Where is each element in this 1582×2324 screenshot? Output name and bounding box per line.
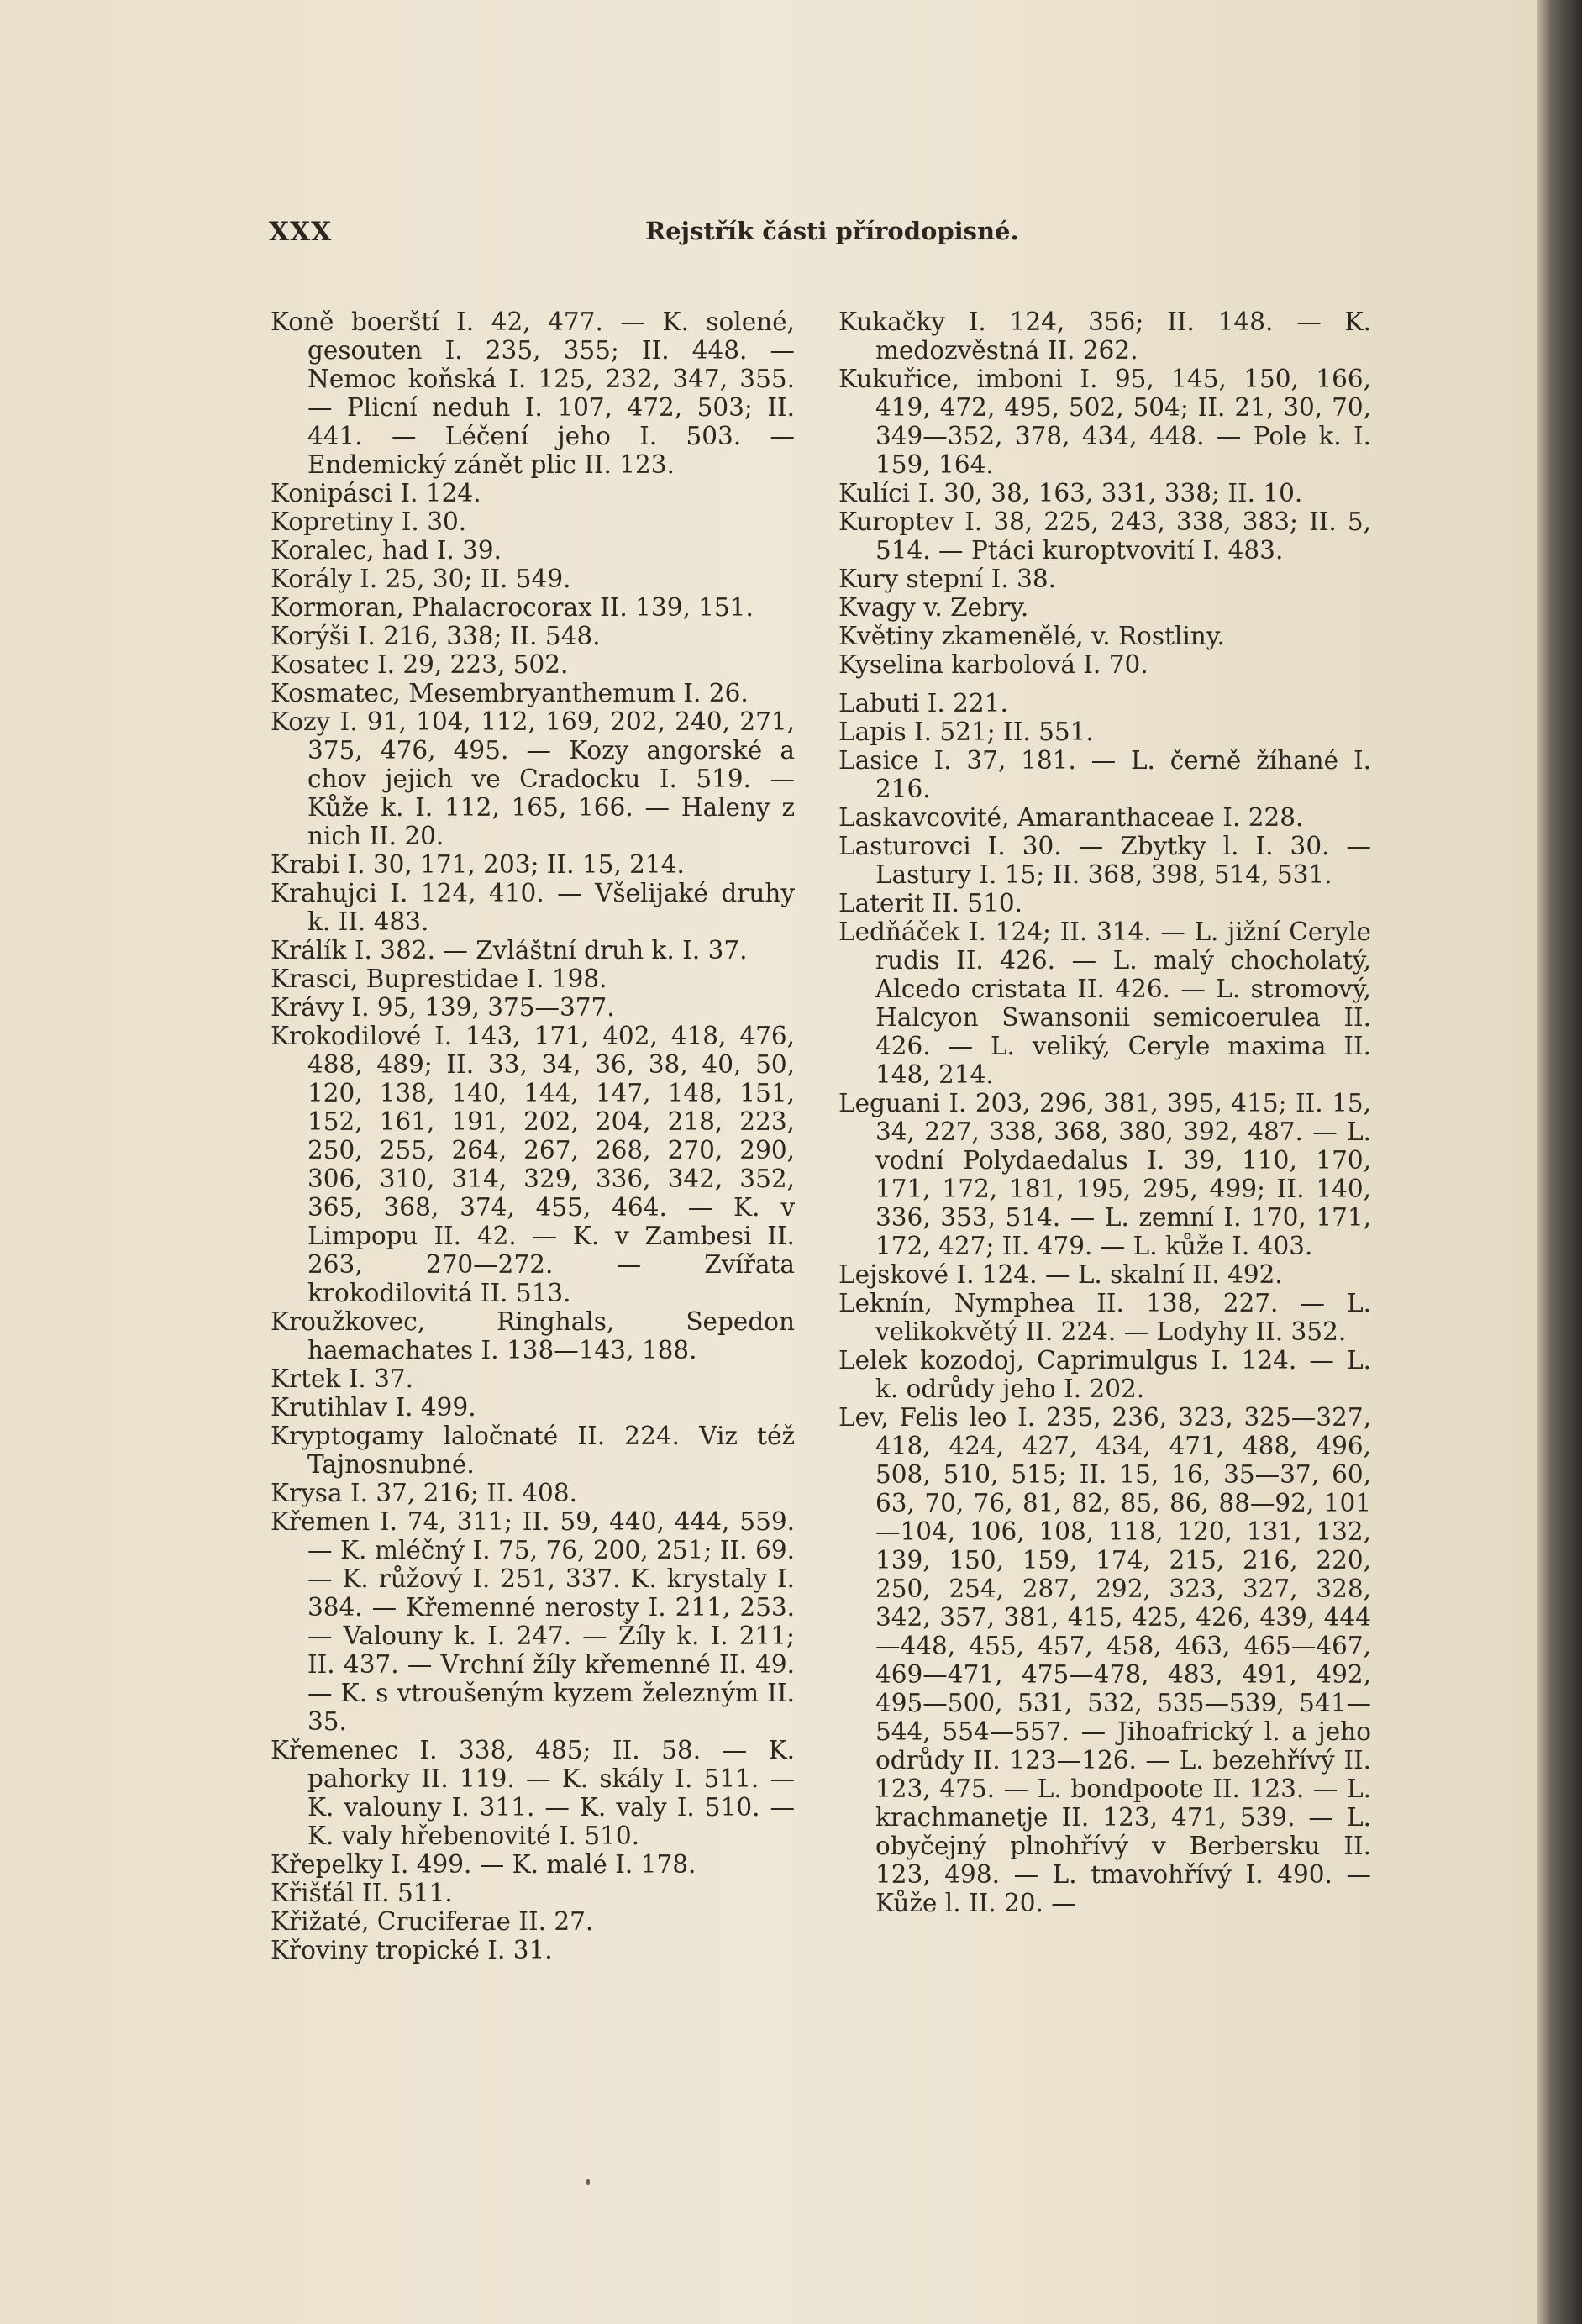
index-entry: Lapis I. 521; II. 551. — [838, 718, 1094, 746]
index-entry: Korýši I. 216, 338; II. 548. — [271, 622, 601, 650]
index-entry: Kryptogamy laločnaté II. 224. Viz též Tajnosnubné. — [271, 1422, 795, 1479]
running-title: Rejstřík části přírodopisné. — [645, 217, 1019, 245]
index-entry: Lasturovci I. 30. — Zbytky l. I. 30. — Lastury I. 15; II. 368, 398, 514, 531. — [838, 832, 1371, 889]
index-entry: Kopretiny I. 30. — [271, 507, 467, 536]
index-entry: Korály I. 25, 30; II. 549. — [271, 565, 571, 593]
index-entry: Krahujci I. 124, 410. — Všelijaké druhy k. II. 483. — [271, 879, 795, 936]
running-head — [269, 217, 1537, 250]
index-entry: Ledňáček I. 124; II. 314. — L. jižní Ceryle rudis II. 426. — L. malý chocholatý, Alcedo cristata II. 426. — L. stromový, Halcyon Swansonii semicoerulea II. 426. — L. veliký, Ceryle maxima II. 148, 214. — [838, 918, 1371, 1089]
index-entry: Koně boerští I. 42, 477. — K. solené, gesouten I. 235, 355; II. 448. — Nemoc koňská I. 125, 232, 347, 355. — Plicní neduh I. 107, 472, 503; II. 441. — Léčení jeho I. 503. — Endemický zánět plic II. 123. — [271, 308, 795, 479]
index-entry: Kozy I. 91, 104, 112, 169, 202, 240, 271, 375, 476, 495. — Kozy angorské a chov jejich ve Cradocku I. 519. — Kůže k. I. 112, 165, 166. — Haleny z nich II. 20. — [271, 707, 795, 850]
index-entry: Křišťál II. 511. — [271, 1879, 453, 1907]
index-entry: Křemenec I. 338, 485; II. 58. — K. pahorky II. 119. — K. skály I. 511. — K. valouny I. 311. — K. valy I. 510. — K. valy hřebenovité I. 510. — [271, 1736, 795, 1850]
index-entry: Krutihlav I. 499. — [271, 1393, 476, 1422]
index-entry: Krávy I. 95, 139, 375—377. — [271, 993, 615, 1022]
index-entry: Laskavcovité, Amaranthaceae I. 228. — [838, 803, 1304, 832]
index-entry: Kyselina karbolová I. 70. — [838, 650, 1148, 679]
index-entry: Laterit II. 510. — [838, 889, 1023, 918]
index-entry: Kosatec I. 29, 223, 502. — [271, 650, 569, 679]
index-entry: Konipásci I. 124. — [271, 479, 481, 507]
index-entry: Krtek I. 37. — [271, 1364, 414, 1393]
index-entry: Květiny zkamenělé, v. Rostliny. — [838, 622, 1225, 650]
index-entry: Lelek kozodoj, Caprimulgus I. 124. — L. k. odrůdy jeho I. 202. — [838, 1346, 1371, 1403]
index-entry: Kuroptev I. 38, 225, 243, 338, 383; II. 5, 514. — Ptáci kuroptvovití I. 483. — [838, 507, 1371, 565]
index-column-left — [271, 308, 795, 1964]
index-entry: Lejskové I. 124. — L. skalní II. 492. — [838, 1260, 1283, 1289]
page-number: XXX — [269, 217, 333, 247]
index-entry: Křižaté, Cruciferae II. 27. — [271, 1907, 594, 1936]
index-entry: Křoviny tropické I. 31. — [271, 1936, 553, 1964]
index-column-right — [838, 308, 1371, 1917]
index-entry: Křepelky I. 499. — K. malé I. 178. — [271, 1850, 696, 1879]
index-entry: Kosmatec, Mesembryanthemum I. 26. — [271, 679, 749, 707]
page-edge-shadow — [1537, 0, 1582, 2324]
index-entry: Krokodilové I. 143, 171, 402, 418, 476, 488, 489; II. 33, 34, 36, 38, 40, 50, 120, 138, 140, 144, 147, 148, 151, 152, 161, 191, 202, 204, 218, 223, 250, 255, 264, 267, 268, 270, 290, 306, 310, 314, 329, 336, 342, 352, 365, 368, 374, 455, 464. — K. v Limpopu II. 42. — K. v Zambesi II. 263, 270—272. — Zvířata krokodilovitá II. 513. — [271, 1022, 795, 1307]
index-entry: Krasci, Buprestidae I. 198. — [271, 965, 607, 993]
index-entry: Kormoran, Phalacrocorax II. 139, 151. — [271, 593, 754, 622]
index-entry: Krabi I. 30, 171, 203; II. 15, 214. — [271, 850, 685, 879]
index-entry: Kukačky I. 124, 356; II. 148. — K. medozvěstná II. 262. — [838, 308, 1371, 365]
index-entry: Leknín, Nymphea II. 138, 227. — L. velikokvětý II. 224. — Lodyhy II. 352. — [838, 1289, 1371, 1346]
index-entry: Kukuřice, imboni I. 95, 145, 150, 166, 419, 472, 495, 502, 504; II. 21, 30, 70, 349—352, 378, 434, 448. — Pole k. I. 159, 164. — [838, 365, 1371, 479]
index-entry: Koralec, had I. 39. — [271, 536, 502, 565]
index-entry: Kulíci I. 30, 38, 163, 331, 338; II. 10. — [838, 479, 1303, 507]
index-entry: Krysa I. 37, 216; II. 408. — [271, 1479, 577, 1507]
index-entry: Labuti I. 221. — [838, 689, 1008, 718]
ink-speck — [586, 2179, 590, 2185]
index-entry: Kury stepní I. 38. — [838, 565, 1057, 593]
index-entry: Kroužkovec, Ringhals, Sepedon haemachates I. 138—143, 188. — [271, 1307, 795, 1364]
index-entry: Křemen I. 74, 311; II. 59, 440, 444, 559. — K. mléčný I. 75, 76, 200, 251; II. 69. — K. růžový I. 251, 337. K. krystaly I. 384. — Křemenné nerosty I. 211, 253. — Valouny k. I. 247. — Žíly k. I. 211; II. 437. — Vrchní žíly křemenné II. 49. — K. s vtroušeným kyzem železným II. 35. — [271, 1507, 795, 1736]
index-entry: Leguani I. 203, 296, 381, 395, 415; II. 15, 34, 227, 338, 368, 380, 392, 487. — L. vodní Polydaedalus I. 39, 110, 170, 171, 172, 181, 195, 295, 499; II. 140, 336, 353, 514. — L. zemní I. 170, 171, 172, 427; II. 479. — L. kůže I. 403. — [838, 1089, 1371, 1260]
index-entry: Králík I. 382. — Zvláštní druh k. I. 37. — [271, 936, 748, 965]
index-entry: Lev, Felis leo I. 235, 236, 323, 325—327, 418, 424, 427, 434, 471, 488, 496, 508, 510, 515; II. 15, 16, 35—37, 60, 63, 70, 76, 81, 82, 85, 86, 88—92, 101—104, 106, 108, 118, 120, 131, 132, 139, 150, 159, 174, 215, 216, 220, 250, 254, 287, 292, 323, 327, 328, 342, 357, 381, 415, 425, 426, 439, 444—448, 455, 457, 458, 463, 465—467, 469—471, 475—478, 483, 491, 492, 495—500, 531, 532, 535—539, 541—544, 554—557. — Jihoafrický l. a jeho odrůdy II. 123—126. — L. bezehřívý II. 123, 475. — L. bondpoote II. 123. — L. krachmanetje II. 123, 471, 539. — L. obyčejný plnohřívý v Berbersku II. 123, 498. — L. tmavohřívý I. 490. — Kůže l. II. 20. — — [838, 1403, 1371, 1917]
index-entry: Lasice I. 37, 181. — L. černě žíhané I. 216. — [838, 746, 1371, 803]
index-entry: Kvagy v. Zebry. — [838, 593, 1029, 622]
